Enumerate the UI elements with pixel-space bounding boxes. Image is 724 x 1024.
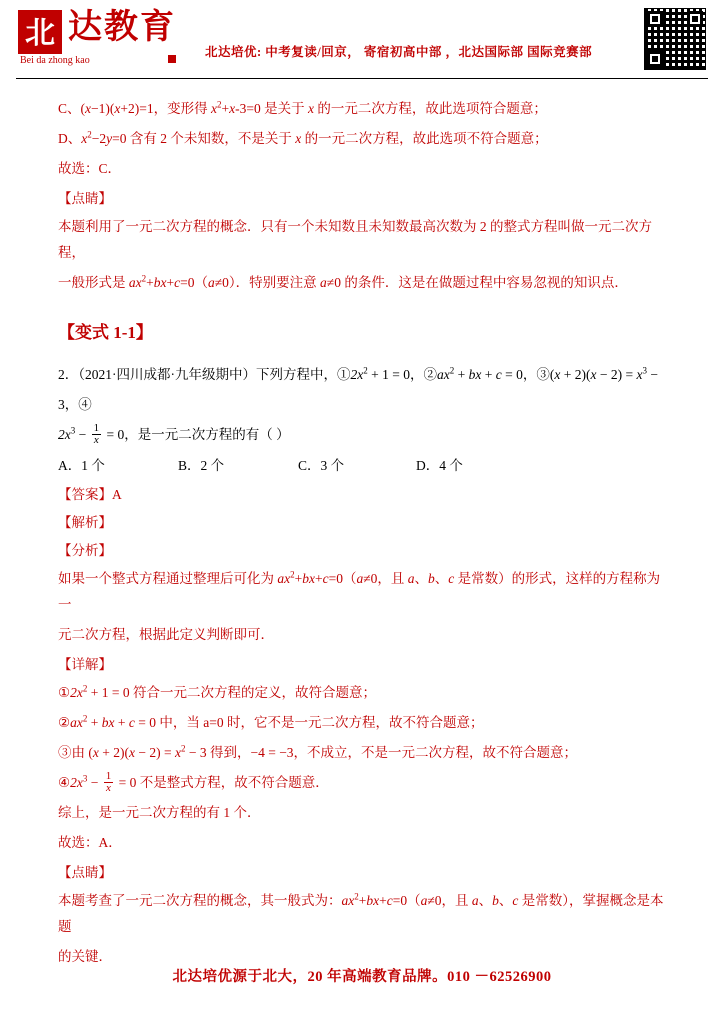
answer-options [58, 452, 666, 480]
logo-dot-icon [168, 55, 176, 63]
detail-step-3: ③由 $(x + 2)(x - 2) = x^2 - 3$ 得到，−4 = −3，不成立，不是一元二次方程，故不符合题意； [58, 743, 578, 760]
detail-step-1: $①2x^2 + 1 = 0$ 符合一元二次方程的定义，故符合题意； [58, 683, 376, 700]
dianjing-text-line1: 本题利用了一元二次方程的概念．只有一个未知数且未知数最高次数为 2 的整式方程叫做一元二次方程， [58, 219, 652, 260]
page-header [0, 0, 724, 80]
fraction-one-over-x: $\frac{1}{x}$ [105, 769, 112, 795]
qr-eye-icon [647, 51, 663, 67]
document-body [0, 96, 724, 974]
header-banner: 北达培优: 中考复读/回京， 寄宿初高中部 ，北达国际部 国际竞赛部 [205, 45, 593, 59]
qr-eye-icon [687, 11, 703, 27]
question-line-2: $2x^3$ − $\frac{1}{x}$ = 0，是一元二次方程的有（ ） [58, 421, 290, 447]
question-number: 2． [58, 367, 79, 382]
option-b[interactable]: B．2 个 [178, 458, 225, 473]
detail-step-4: $④2x^3$ − $\frac{1}{x}$ = 0 不是整式方程，故不符合题意． [58, 769, 329, 795]
option-c[interactable]: C．3 个 [298, 458, 345, 473]
dianjing2-line1: 本题考查了一元二次方程的概念，其一般式为：$ax^2+bx+c=0(a\ne 0$，且 a、b、c 是常数），掌握概念是本题 [58, 891, 664, 934]
logo-text: 达教育 [68, 9, 176, 46]
logo-seal-icon: 北 [18, 10, 62, 54]
dianjing2-line2: 的关键． [58, 949, 112, 964]
answer-pick-2: 故选：A． [58, 835, 122, 850]
option-d-explanation: D、$x^2-2y=0$ 含有 2 个未知数，不是关于 x 的一元二次方程，故此选项不符合题意； [58, 129, 548, 146]
qr-code-icon [644, 8, 706, 70]
answer-pick: 故选：C． [58, 161, 122, 176]
fenxi-line2: 元二次方程，根据此定义判断即可． [58, 627, 274, 642]
question-line-1: 2．（2021·四川成都·九年级期中）下列方程中，$①2x^2 + 1 = 0$，$②ax^2$ + bx + c = 0，③(x + $2)(x - 2) = x^3 - 3$，④ [58, 365, 658, 412]
page-footer: 北达培优源于北大，20 年高端教育品牌。010 －62526900 [172, 969, 552, 985]
fenxi-line1: 如果一个整式方程通过整理后可化为 $ax^2+bx+c=0(a\ne 0$，且 a、b、c 是常数）的形式，这样的方程称为一 [58, 569, 661, 612]
section-title: 【变式 1-1】 [58, 323, 153, 342]
header-divider [16, 78, 708, 79]
tag-xiangjie: 【详解】 [58, 657, 112, 672]
tag-fenxi: 【分析】 [58, 543, 112, 558]
option-c-explanation: C、(x−1)(x+2)=1，变形得 $x^2+x-3=0$ 是关于 x 的一元二次方程，故此选项符合题意； [58, 99, 547, 116]
fraction-one-over-x: $\frac{1}{x}$ [93, 421, 100, 447]
question-source: （2021·四川成都·九年级期中）下列方程中，① [78, 367, 351, 382]
option-d[interactable]: D．4 个 [416, 458, 463, 473]
dianjing-text-line2: 一般形式是 $ax^2+bx+c=0(a\ne 0)$．特别要注意 a≠0 的条件．这是在做题过程中容易忽视的知识点． [58, 273, 628, 290]
tag-jiexi: 【解析】 [58, 515, 112, 530]
tag-answer: 【答案】A [58, 487, 122, 502]
tag-dianjing-2: 【点睛】 [58, 865, 112, 880]
qr-eye-icon [647, 11, 663, 27]
logo [18, 8, 208, 70]
tag-dianjing: 【点睛】 [58, 191, 112, 206]
logo-pinyin: Bei da zhong kao [20, 55, 90, 66]
detail-step-2: $②ax^2$ + bx + c = 0 中，当 a=0 时，它不是一元二次方程，故不符合题意； [58, 713, 484, 730]
conclusion: 综上，是一元二次方程的有 1 个． [58, 805, 261, 820]
option-a[interactable]: A．1 个 [58, 458, 105, 473]
